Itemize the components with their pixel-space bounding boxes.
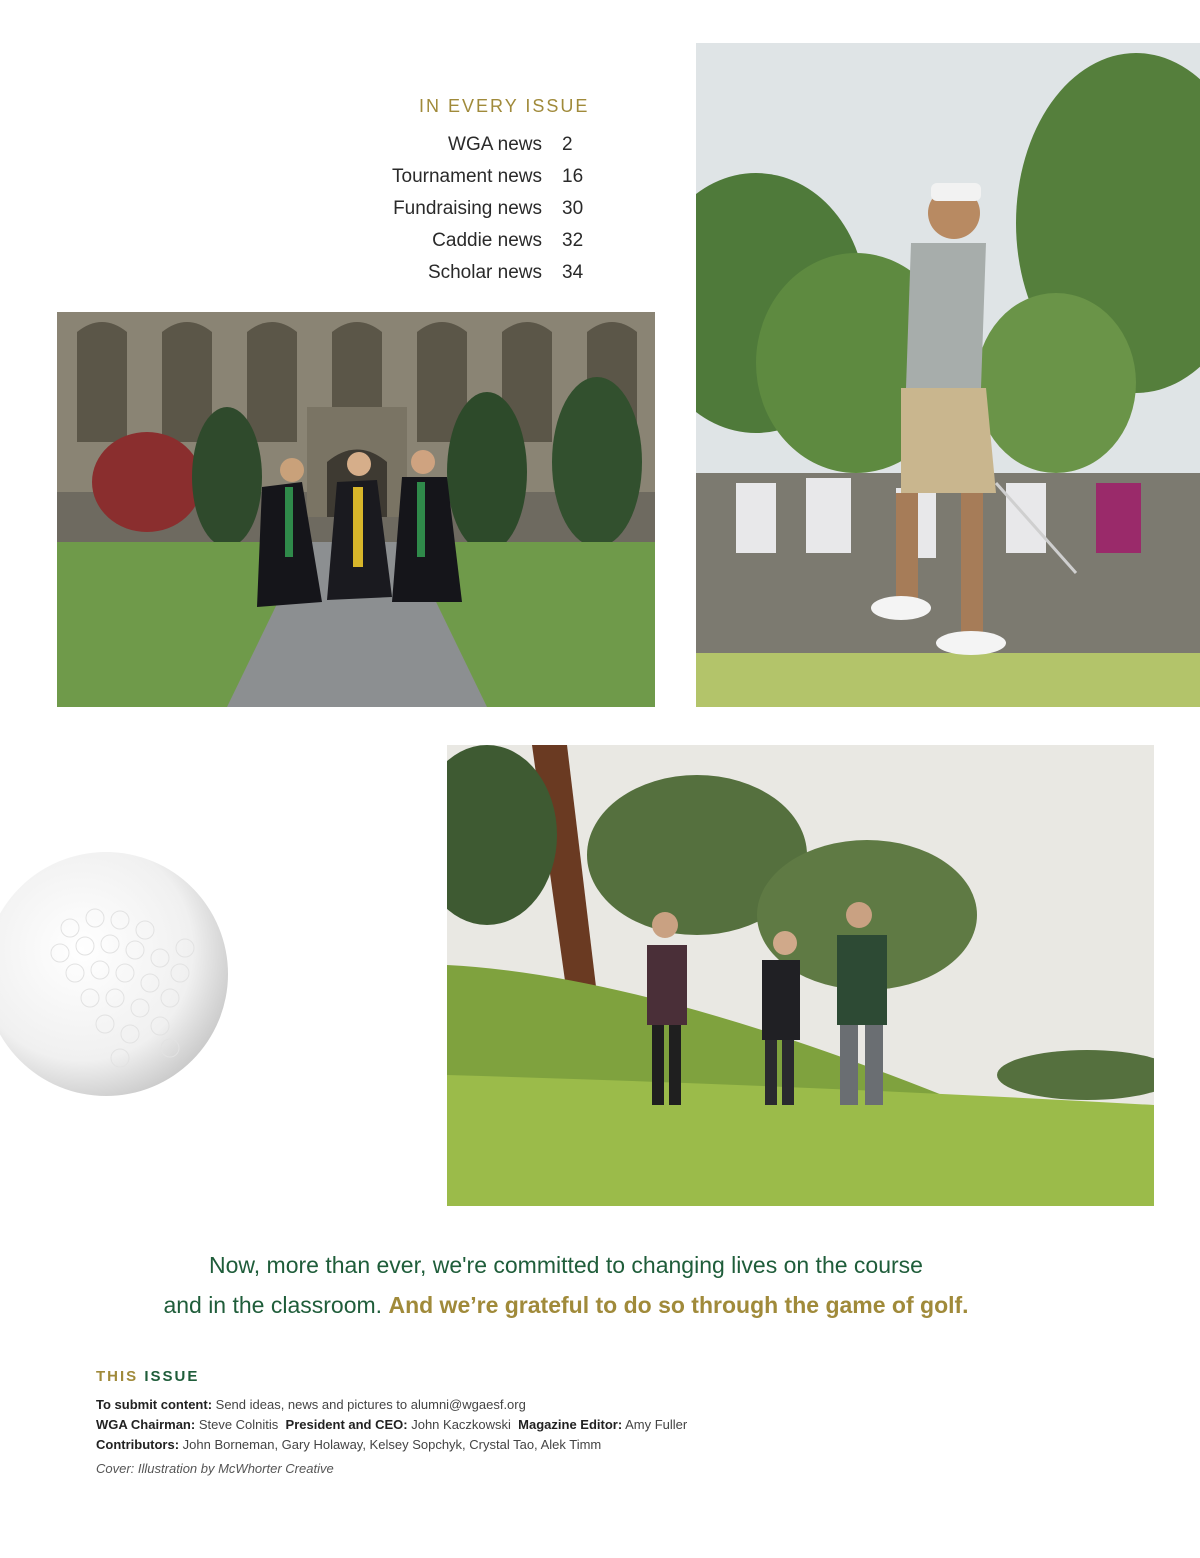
contributors-line	[96, 1437, 601, 1452]
staff-line	[96, 1417, 687, 1432]
editor-label: Magazine Editor:	[518, 1417, 623, 1432]
quote-text: and in the classroom.	[163, 1292, 389, 1318]
ceo-label: President and CEO:	[285, 1417, 408, 1432]
toc-item-page: 32	[562, 230, 584, 251]
submit-content-line	[96, 1397, 526, 1412]
golf-ball-image	[0, 848, 232, 1100]
submit-text: Send ideas, news and pictures to alumni@wgaesf.org	[212, 1397, 526, 1412]
this-issue-heading	[96, 1368, 199, 1385]
submit-label: To submit content:	[96, 1397, 213, 1412]
contributors-label: Contributors:	[96, 1437, 180, 1452]
editor-name: Amy Fuller	[622, 1417, 688, 1432]
mission-quote-line1: Now, more than ever, we're committed to changing lives on the course	[209, 1252, 923, 1278]
toc-item-label: Scholar news	[427, 262, 542, 283]
toc-item-page: 2	[562, 134, 573, 155]
contributors-names: John Borneman, Gary Holaway, Kelsey Sopchyk, Crystal Tao, Alek Timm	[179, 1437, 602, 1452]
chairman-name: Steve Colnitis	[195, 1417, 279, 1432]
toc-heading: IN EVERY ISSUE	[419, 96, 590, 116]
toc-item-label: Caddie news	[432, 230, 542, 251]
this-issue-heading-part2: ISSUE	[144, 1368, 200, 1385]
toc-item-page: 30	[562, 198, 584, 219]
toc-item-label: Tournament news	[392, 166, 542, 187]
toc-item-label: WGA news	[448, 134, 542, 155]
mission-quote-line2	[0, 1292, 1132, 1319]
toc-item-label: Fundraising news	[393, 198, 542, 219]
ceo-name: John Kaczkowski	[407, 1417, 511, 1432]
golfer-celebration-photo	[696, 43, 1200, 707]
toc-item-page: 34	[562, 262, 584, 283]
toc-item-page: 16	[562, 166, 584, 187]
handshake-course-photo	[447, 745, 1154, 1206]
quote-highlight: And we’re grateful to do so through the game of golf.	[388, 1292, 969, 1318]
this-issue-heading-part1: THIS	[96, 1368, 145, 1385]
cover-credit: Cover: Illustration by McWhorter Creative	[96, 1461, 334, 1476]
graduates-photo	[57, 312, 655, 707]
chairman-label: WGA Chairman:	[96, 1417, 196, 1432]
